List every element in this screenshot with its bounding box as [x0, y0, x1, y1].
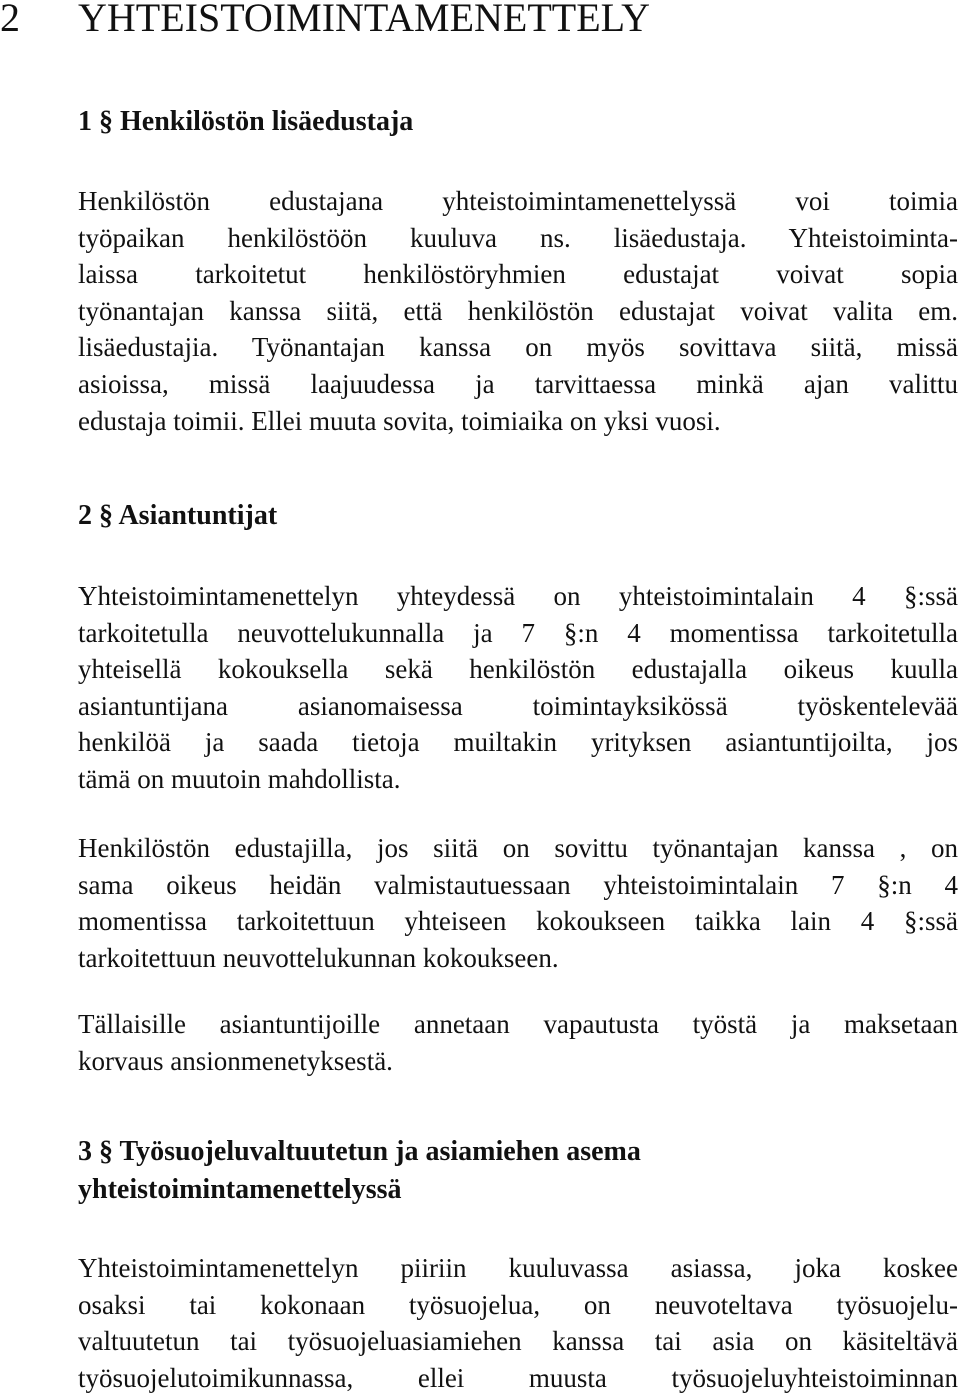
paragraph-line: osaksi tai kokonaan työsuojelua, on neuvoteltava työsuojelu- [78, 1289, 958, 1320]
paragraph-line: lisäedustajia. Työnantajan kanssa on myös sovittava siitä, missä [78, 332, 958, 363]
paragraph-line: työsuojelutoimikunnassa, ellei muusta työsuojeluyhteistoiminnan [78, 1362, 958, 1393]
section-3-paragraph-1 [78, 1250, 958, 1396]
paragraph-line: työpaikan henkilöstöön kuuluva ns. lisäedustaja. Yhteistoiminta- [78, 222, 958, 253]
paragraph-line: työnantajan kanssa siitä, että henkilöstön edustajat voivat valita em. [78, 295, 958, 326]
chapter-title: YHTEISTOIMINTAMENETTELY [78, 0, 650, 40]
paragraph-line: yhteisellä kokouksella sekä henkilöstön edustajalla oikeus kuulla [78, 654, 958, 685]
paragraph-line: tämä on muutoin mahdollista. [78, 763, 401, 794]
section-3 [78, 1133, 958, 1209]
section-1-title: 1 § Henkilöstön lisäedustaja [78, 106, 414, 137]
paragraph-line: laissa tarkoitetut henkilöstöryhmien edustajat voivat sopia [78, 259, 958, 290]
paragraph-line: henkilöä ja saada tietoja muiltakin yrityksen asiantuntijoilta, jos [78, 727, 958, 758]
paragraph-line: Henkilöstön edustajilla, jos siitä on sovittu työnantajan kanssa , on [78, 833, 958, 863]
paragraph-line: edustaja toimii. Ellei muuta sovita, toimiaika on yksi vuosi. [78, 405, 721, 436]
chapter-number: 2 [0, 0, 20, 40]
paragraph-line: valtuutetun tai työsuojeluasiamiehen kanssa tai asia on käsiteltävä [78, 1326, 958, 1357]
paragraph-line: Henkilöstön edustajana yhteistoimintamenettelyssä voi toimia [78, 186, 958, 216]
section-2-paragraph-3 [78, 1006, 958, 1079]
paragraph-line: Yhteistoimintamenettelyn piiriin kuuluvassa asiassa, joka koskee [78, 1253, 958, 1283]
paragraph-line: Tällaisille asiantuntijoille annetaan vapautusta työstä ja maksetaan [78, 1009, 958, 1039]
section-2 [78, 497, 958, 535]
paragraph-line: asiantuntijana asianomaisessa toimintayksikössä työskentelevää [78, 690, 958, 721]
section-2-paragraph-2 [78, 830, 958, 976]
section-3-title [78, 1133, 958, 1209]
paragraph-line: sama oikeus heidän valmistautuessaan yhteistoimintalain 7 §:n 4 [78, 869, 958, 900]
paragraph-line: momentissa tarkoitettuun yhteiseen kokoukseen taikka lain 4 §:ssä [78, 906, 958, 937]
section-3-title-line: 3 § Työsuojeluvaltuutetun ja asiamiehen asema [78, 1136, 641, 1167]
section-1 [78, 103, 958, 141]
section-2-title: 2 § Asiantuntijat [78, 500, 278, 531]
paragraph-line: korvaus ansionmenetyksestä. [78, 1045, 393, 1076]
paragraph-line: tarkoitetulla neuvottelukunnalla ja 7 §:n 4 momentissa tarkoitetulla [78, 617, 958, 648]
paragraph-line: tarkoitettuun neuvottelukunnan kokoukseen. [78, 942, 559, 973]
section-3-title-line: yhteistoimintamenettelyssä [78, 1174, 402, 1205]
chapter-heading [0, 0, 650, 44]
section-1-paragraph-1 [78, 183, 958, 439]
paragraph-line: Yhteistoimintamenettelyn yhteydessä on yhteistoimintalain 4 §:ssä [78, 581, 958, 611]
paragraph-line: asioissa, missä laajuudessa ja tarvittaessa minkä ajan valittu [78, 368, 958, 399]
section-2-paragraph-1 [78, 578, 958, 798]
